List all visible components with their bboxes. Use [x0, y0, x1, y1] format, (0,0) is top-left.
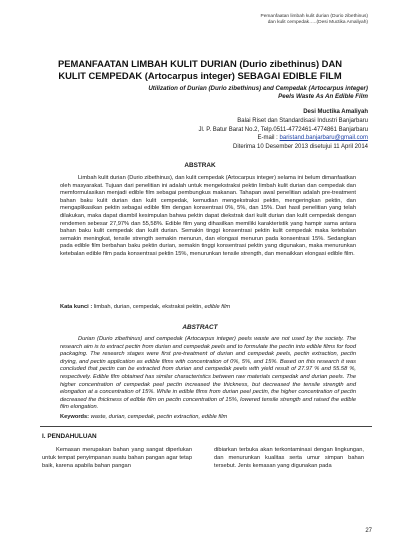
english-title-line: Peels Waste As An Edible Film [278, 93, 368, 101]
keywords-text: waste, durian, cempedak, pectin extraction, edible film [89, 414, 228, 420]
received-dates: Diterima 10 Desember 2013 disetujui 11 April 2014 [233, 144, 368, 151]
introduction-heading: I. PENDAHULUAN [42, 433, 97, 440]
intro-right-column [214, 446, 364, 471]
intro-left-column [42, 446, 192, 471]
kata-kunci-text: limbah, durian, cempedak, ekstraksi pektin, [92, 304, 203, 310]
kata-kunci [60, 304, 356, 312]
email-label: E-mail : [257, 135, 280, 142]
title-line: KULIT CEMPEDAK (Artocarpus integer) SEBAGAI EDIBLE FILM [58, 70, 342, 81]
english-title-line: Utilization of Durian (Durio zibethinus) and Cempedak (Artocarpus integer) [148, 85, 368, 92]
author-affiliation: Balai Riset dan Standardisasi Industri Banjarbaru [237, 117, 368, 124]
running-header-line: dan kulit cempedak…..(Desi Muctika Amaliyah) [267, 20, 368, 25]
keywords-label: Keywords: [60, 414, 90, 420]
kata-kunci-italic: edible film [202, 304, 231, 310]
intro-left-text: Kemasan merupakan bahan yang sangat diperlukan untuk tempat penyimpanan suatu bahan pangan agar tetap baik, karena apabila bahan pangan [42, 447, 192, 470]
intro-right-text: dibiarkan terbuka akan terkontaminasi dengan lingkungan, dan menurunkan kualitas serta umur simpan bahan tersebut. Jenis kemasan yang digunakan pada [214, 447, 364, 470]
abstract-body [60, 336, 356, 412]
author-email-line [88, 134, 368, 143]
section-divider [40, 426, 372, 427]
abstrak-body [60, 175, 356, 259]
running-header-line: Pemanfaatan limbah kulit durian (Durio zibethinus) [260, 14, 368, 19]
abstract-text: Durian (Durio zibethinus) and cempedak (Artocarpus integer) peels waste are not used by the society. The research aim is to extract pectin from durian and cempedak peels and to formulate the pectin into edible films for food packaging. The research stages were first pre-treatment of durian and cempedak peels, pectin extraction, pectin drying, and pectin application as edible films with concentration of 0%, 5%, and 15%. Based on this research it was concluded that pectin can be extracted from durian and cempedak peels with yield result of 27.97 % and 55.58 %, respectively. Edible film obtained has similar characteristics between raw materials cempedak and durian peels. The higher concentration of cempedak peel pectin increased the thickness, but decreased the tensile strength and elongation at a concentration of 15%. While in edible films from durian peel pectin, the higher concentration of pectin decreased the thickness of edible film on pectin concentration of 15%, lowered tensile strength and raised the edible film elongation. [60, 336, 356, 411]
author-block [88, 108, 368, 152]
page-number: 27 [365, 528, 372, 534]
keywords [60, 414, 356, 422]
title-line: PEMANFAATAN LIMBAH KULIT DURIAN (Durio zibethinus) DAN [58, 58, 342, 69]
email-link[interactable]: baristand.banjarbaru@gmail.com [279, 135, 368, 142]
author-address: Jl. P. Batur Barat No.2, Telp.0511-4772461-4774861 Banjarbaru [198, 126, 368, 133]
author-name: Desi Muctika Amaliyah [303, 109, 368, 115]
paper-title [30, 58, 370, 82]
abstrak-text: Limbah kulit durian (Durio zibethinus), dan kulit cempedak (Artocarpus integer) selama ini belum dimanfaatkan oleh masyarakat. Tujuan dari penelitian ini adalah untuk mengekstraksi pektin limbah kulit durian dan cempedak dan memformulasikan menjadi edible film sebagai pembungkus makanan. Tahapan awal penelitian adalah pre-treatment bahan baku kulit durian dan kulit cempedak, kemudian mengekstraksi pektin, mengeringkan pektin, dan mengaplikasikan pektin sebagai edible film dengan konsentrasi 0%, 5%, dan 15%. Dari hasil penelitian yang telah dilakukan, maka dapat diambil kesimpulan bahwa pektin dapat diekstrak dari kulit durian dan kulit cempedak dengan rendemen sebesar 27,97% dan 55,58%. Edible film yang dihasilkan memiliki karakteristik yang hampir sama antara bahan baku kulit cempedak dan kulit durian. Semakin tinggi konsentrasi pektin kulit cempedak maka ketebalan semakin meningkat, tensile strength semakin menurun, dan elongasi menurun pada konsentrasi 15%. Sedangkan pada edible film berbahan baku pektin durian, semakin tinggi konsentrasi pektin yang digunakan, maka menurunkan ketebalan edible film pada konsentrasi pektin 15%, menurunkan tensile strength, dan menaikkan elongasi edible film. [60, 175, 356, 257]
kata-kunci-label: Kata kunci : [60, 304, 93, 310]
english-title [68, 85, 368, 101]
abstract-heading: ABSTRACT [182, 324, 218, 331]
abstrak-heading: ABSTRAK [184, 162, 216, 169]
running-header [261, 14, 368, 26]
